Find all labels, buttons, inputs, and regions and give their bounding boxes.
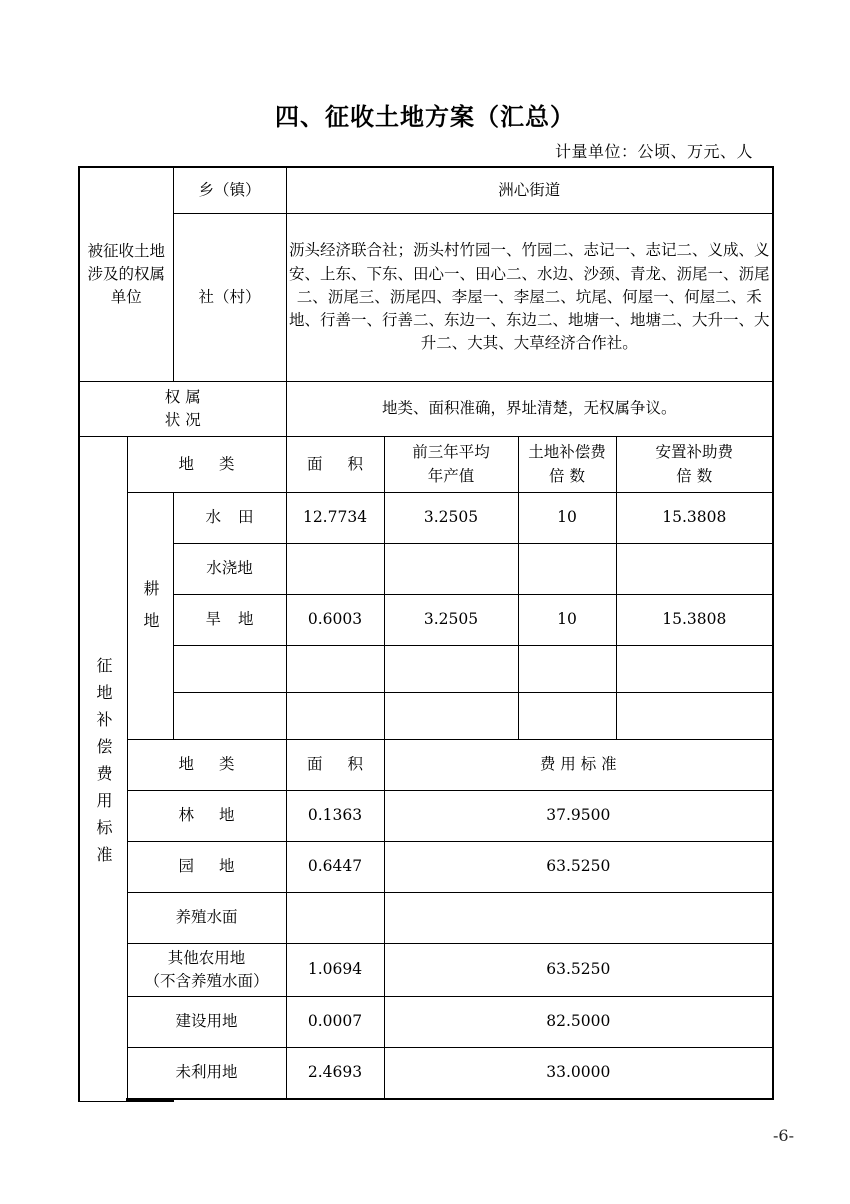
header-area-a: [286, 437, 384, 493]
row-b-4-type: 建设用地: [127, 997, 286, 1048]
row-b-5-type: 未利用地: [127, 1048, 286, 1100]
row-a-0-land-multiple: 10: [518, 493, 616, 544]
header-resettlement-multiple: [616, 437, 773, 493]
table-row: [79, 893, 773, 944]
row-a-4-area: [286, 693, 384, 740]
table-row: [79, 493, 773, 544]
row-b-2-fee: [384, 893, 773, 944]
row-a-3-area: [286, 646, 384, 693]
page-number: -6-: [773, 1126, 794, 1145]
header-land-type-a-text: 地 类: [178, 454, 245, 473]
row-a-4-type: [173, 693, 286, 740]
row-a-2-area: 0.6003: [286, 595, 384, 646]
header-land-comp-line1: 土地补偿费: [528, 443, 606, 462]
row-a-2-type: [173, 595, 286, 646]
row-a-2-type-text: 旱 地: [205, 610, 260, 629]
row-a-1-resettle-multiple: [616, 544, 773, 595]
header-land-type-a: [127, 437, 286, 493]
row-b-2-area: [286, 893, 384, 944]
table-row: [79, 791, 773, 842]
farmland-group-label: [127, 493, 173, 740]
row-a-4-land-multiple: [518, 693, 616, 740]
row-b-0-type: [127, 791, 286, 842]
page-title: 四、征收土地方案（汇总）: [275, 103, 575, 131]
farmland-group-label-text: 耕地: [141, 580, 160, 645]
table-row: [79, 646, 773, 693]
table-row: [79, 693, 773, 740]
header-avg-yield: [384, 437, 518, 493]
table-row: [79, 842, 773, 893]
table-row: [79, 595, 773, 646]
ownership-status-label-line1: 权 属: [164, 387, 201, 406]
row-a-0-type: [173, 493, 286, 544]
row-b-5-area: 2.4693: [286, 1048, 384, 1100]
village-value: 沥头经济联合社；沥头村竹园一、竹园二、志记一、志记二、义成、义安、上东、下东、田心一、田心二、水边、沙颈、青龙、沥尾一、沥尾二、沥尾三、沥尾四、李屋一、李屋二、坑尾、何屋一、何屋二、禾地、行善一、行善二、东边一、东边二、地塘一、地塘二、大升一、大升二、大其、大草经济合作社。: [286, 214, 773, 382]
header-avg-yield-line2: 年产值: [427, 466, 475, 485]
ownership-status-value: 地类、面积准确，界址清楚，无权属争议。: [286, 382, 773, 437]
row-b-3-type-line2: （不含养殖水面）: [144, 972, 269, 990]
row-a-2-avg-yield: 3.2505: [384, 595, 518, 646]
ownership-status-label: [79, 382, 286, 437]
header-land-type-b-text: 地 类: [178, 755, 245, 774]
row-a-2-resettle-multiple: 15.3808: [616, 595, 773, 646]
row-b-4-area: 0.0007: [286, 997, 384, 1048]
land-acquisition-table: [78, 166, 774, 1102]
header-area-b-text: 面 积: [307, 755, 373, 774]
land-acquisition-table-wrapper: [78, 166, 772, 1102]
row-b-3-fee: 63.5250: [384, 944, 773, 997]
row-a-0-type-text: 水 田: [205, 508, 260, 527]
header-resettle-line1: 安置补助费: [655, 443, 734, 462]
compensation-side-label: [79, 437, 127, 1102]
table-row: [79, 944, 773, 997]
table-row: [79, 544, 773, 595]
row-a-3-type: [173, 646, 286, 693]
row-b-1-fee: 63.5250: [384, 842, 773, 893]
row-a-0-avg-yield: 3.2505: [384, 493, 518, 544]
row-a-2-land-multiple: 10: [518, 595, 616, 646]
header-avg-yield-line1: 前三年平均: [412, 443, 490, 462]
township-label: 乡（镇）: [173, 167, 286, 214]
header-land-comp-line2: 倍 数: [549, 466, 585, 485]
table-row: [79, 1048, 773, 1100]
ownership-units-row-label: 被征收土地涉及的权属单位: [79, 167, 173, 382]
row-b-3-type: [127, 944, 286, 997]
table-header-row-a: [79, 437, 773, 493]
header-resettle-line2: 倍 数: [676, 466, 713, 485]
row-b-3-area: 1.0694: [286, 944, 384, 997]
row-b-1-area: 0.6447: [286, 842, 384, 893]
side-label-bottom-closure: [127, 1099, 173, 1101]
header-fee-standard: 费 用 标 准: [384, 740, 773, 791]
row-a-3-land-multiple: [518, 646, 616, 693]
row-a-4-resettle-multiple: [616, 693, 773, 740]
row-a-3-avg-yield: [384, 646, 518, 693]
village-label: 社（村）: [173, 214, 286, 382]
row-a-1-area: [286, 544, 384, 595]
ownership-status-label-line2: 状 况: [164, 411, 201, 429]
table-row-township: [79, 167, 773, 214]
measurement-unit-note: 计量单位：公顷、万元、人: [554, 142, 753, 161]
row-a-0-area: 12.7734: [286, 493, 384, 544]
row-a-1-land-multiple: [518, 544, 616, 595]
header-land-compensation-multiple: [518, 437, 616, 493]
header-area-a-text: 面 积: [307, 454, 373, 473]
table-row-village: [79, 214, 773, 382]
table-row: [79, 997, 773, 1048]
row-a-1-avg-yield: [384, 544, 518, 595]
township-value: 洲心街道: [286, 167, 773, 214]
row-a-4-avg-yield: [384, 693, 518, 740]
row-b-1-type: [127, 842, 286, 893]
row-b-1-type-text: 园 地: [178, 857, 245, 876]
table-row-ownership-status: [79, 382, 773, 437]
row-b-2-type: 养殖水面: [127, 893, 286, 944]
header-land-type-b: [127, 740, 286, 791]
row-b-5-fee: 33.0000: [384, 1048, 773, 1100]
row-b-3-type-line1: 其他农用地: [167, 948, 246, 967]
compensation-side-label-text: 征地补偿费用标准: [94, 657, 113, 874]
row-b-0-area: 0.1363: [286, 791, 384, 842]
row-b-4-fee: 82.5000: [384, 997, 773, 1048]
table-header-row-b: [79, 740, 773, 791]
row-b-0-type-text: 林 地: [178, 806, 245, 825]
row-b-0-fee: 37.9500: [384, 791, 773, 842]
row-a-3-resettle-multiple: [616, 646, 773, 693]
header-area-b: [286, 740, 384, 791]
row-a-0-resettle-multiple: 15.3808: [616, 493, 773, 544]
table-row-bottom-spacer: [79, 1099, 773, 1101]
row-a-1-type: 水浇地: [173, 544, 286, 595]
